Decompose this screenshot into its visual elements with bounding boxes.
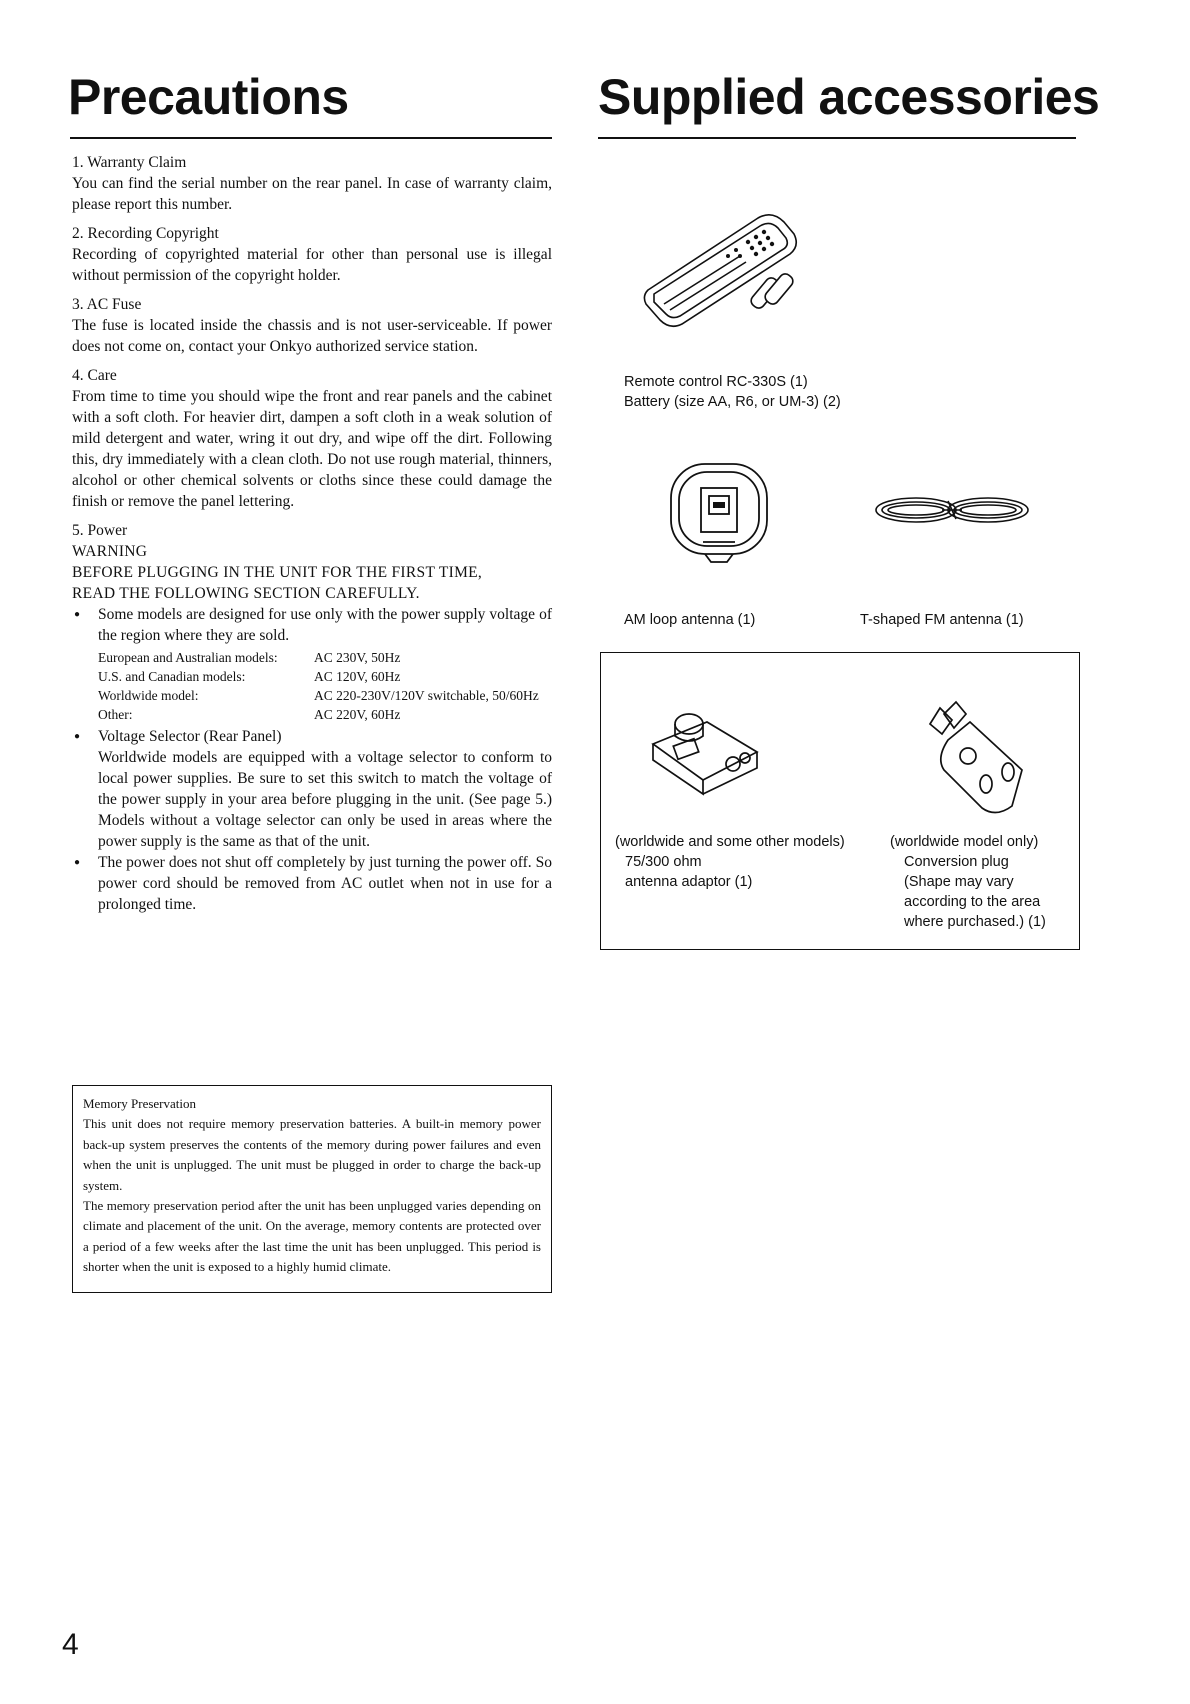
warning-line-2: READ THE FOLLOWING SECTION CAREFULLY. — [72, 585, 420, 602]
plug-caption-line: Conversion plug — [904, 854, 1009, 870]
warranty-claim-title: 1. Warranty Claim — [72, 154, 187, 171]
plug-caption-line: (Shape may vary — [904, 874, 1014, 890]
care-title: 4. Care — [72, 367, 117, 384]
warning-line-1: BEFORE PLUGGING IN THE UNIT FOR THE FIRST TIME, — [72, 564, 483, 581]
ac-fuse-title: 3. AC Fuse — [72, 296, 142, 313]
voltage-row — [98, 705, 552, 724]
voltage-region: Other: — [98, 707, 133, 722]
conversion-plug-illustration — [918, 700, 1038, 820]
adaptor-caption — [615, 832, 845, 892]
adaptor-caption-line: 75/300 ohm — [625, 854, 702, 870]
memory-preservation-p1: This unit does not require memory preservation batteries. A built-in memory power back-up system preserves the contents of the memory during power failures and even when the unit is unplugged. The unit must be plugged in order to charge the back-up system. — [83, 1116, 541, 1193]
voltage-selector-title: Voltage Selector (Rear Panel) — [98, 728, 282, 745]
recording-copyright-body: Recording of copyrighted material for other than personal use is illegal without permission of the copyright holder. — [72, 246, 552, 284]
voltage-value: AC 220-230V/120V switchable, 50/60Hz — [314, 688, 539, 703]
battery-icon — [749, 271, 796, 310]
voltage-region: Worldwide model: — [98, 688, 199, 703]
right-heading-rule — [598, 137, 1076, 139]
am-loop-antenna-illustration — [665, 458, 775, 568]
voltage-region: U.S. and Canadian models: — [98, 669, 246, 684]
page-number: 4 — [62, 1628, 79, 1661]
recording-copyright-title: 2. Recording Copyright — [72, 225, 219, 242]
power-bullet-region: ● Some models are designed for use only with the power supply voltage of the region where they are sold. — [72, 604, 552, 646]
power-title: 5. Power — [72, 522, 128, 539]
remote-caption-1: Remote control RC-330S (1) — [624, 374, 808, 390]
warranty-claim-body: You can find the serial number on the rear panel. In case of warranty claim, please report this number. — [72, 175, 552, 213]
voltage-value: AC 230V, 50Hz — [314, 650, 401, 665]
voltage-value: AC 220V, 60Hz — [314, 707, 401, 722]
remote-caption-2: Battery (size AA, R6, or UM-3) (2) — [624, 394, 841, 410]
ac-fuse-body: The fuse is located inside the chassis and is not user-serviceable. If power does not come on, contact your Onkyo authorized service station. — [72, 317, 552, 355]
am-antenna-caption: AM loop antenna (1) — [624, 612, 756, 628]
plug-caption-line: where purchased.) (1) — [904, 914, 1046, 930]
remote-control-illustration — [640, 212, 820, 342]
memory-preservation-title: Memory Preservation — [83, 1096, 197, 1111]
voltage-row — [98, 686, 552, 705]
fm-antenna-caption: T-shaped FM antenna (1) — [860, 612, 1024, 628]
warning-label: WARNING — [72, 543, 148, 560]
power-bullet-shutoff: ● The power does not shut off completely by just turning the power off. So power cord should be removed from AC outlet when not in use for a prolonged time. — [72, 852, 552, 915]
memory-preservation-p2: The memory preservation period after the unit has been unplugged varies depending on climate and placement of the unit. On the average, memory contents are protected over a period of a few weeks after the last time the unit has been unplugged. This period is shorter when the unit is exposed to a highly humid climate. — [83, 1198, 541, 1275]
voltage-row — [98, 667, 552, 686]
supplied-accessories-heading: Supplied accessories — [598, 69, 1100, 125]
voltage-selector-body: Worldwide models are equipped with a voltage selector to conform to local power supplies. Be sure to set this switch to match the voltage of the power supply in your area before plugging in the unit. (See page 5.) Models without a voltage selector can only be used in areas where the power supply is the same as that of the unit. — [98, 749, 552, 850]
voltage-region: European and Australian models: — [98, 650, 278, 665]
plug-caption-line: (worldwide model only) — [890, 834, 1039, 850]
plug-caption-line: according to the area — [904, 894, 1041, 910]
antenna-adaptor-illustration — [645, 698, 765, 798]
conversion-plug-caption — [890, 832, 1046, 932]
memory-preservation-box — [72, 1085, 552, 1293]
adaptor-caption-line: antenna adaptor (1) — [625, 874, 753, 890]
precautions-column — [72, 152, 552, 915]
voltage-value: AC 120V, 60Hz — [314, 669, 401, 684]
precautions-heading: Precautions — [68, 69, 349, 125]
left-heading-rule — [70, 137, 552, 139]
voltage-table — [98, 648, 552, 724]
fm-antenna-illustration — [872, 485, 1032, 535]
power-bullet-voltage-selector — [72, 726, 552, 852]
voltage-row — [98, 648, 552, 667]
adaptor-caption-line: (worldwide and some other models) — [615, 834, 845, 850]
care-body: From time to time you should wipe the front and rear panels and the cabinet with a soft cloth. For heavier dirt, dampen a soft cloth in a weak solution of mild detergent and water, wring it out dry, and wipe off the dirt. Following this, dry immediately with a clean cloth. Do not use rough material, thinners, alcohol or other chemical solvents or cloths since these could damage the finish or remove the panel lettering. — [72, 388, 552, 510]
